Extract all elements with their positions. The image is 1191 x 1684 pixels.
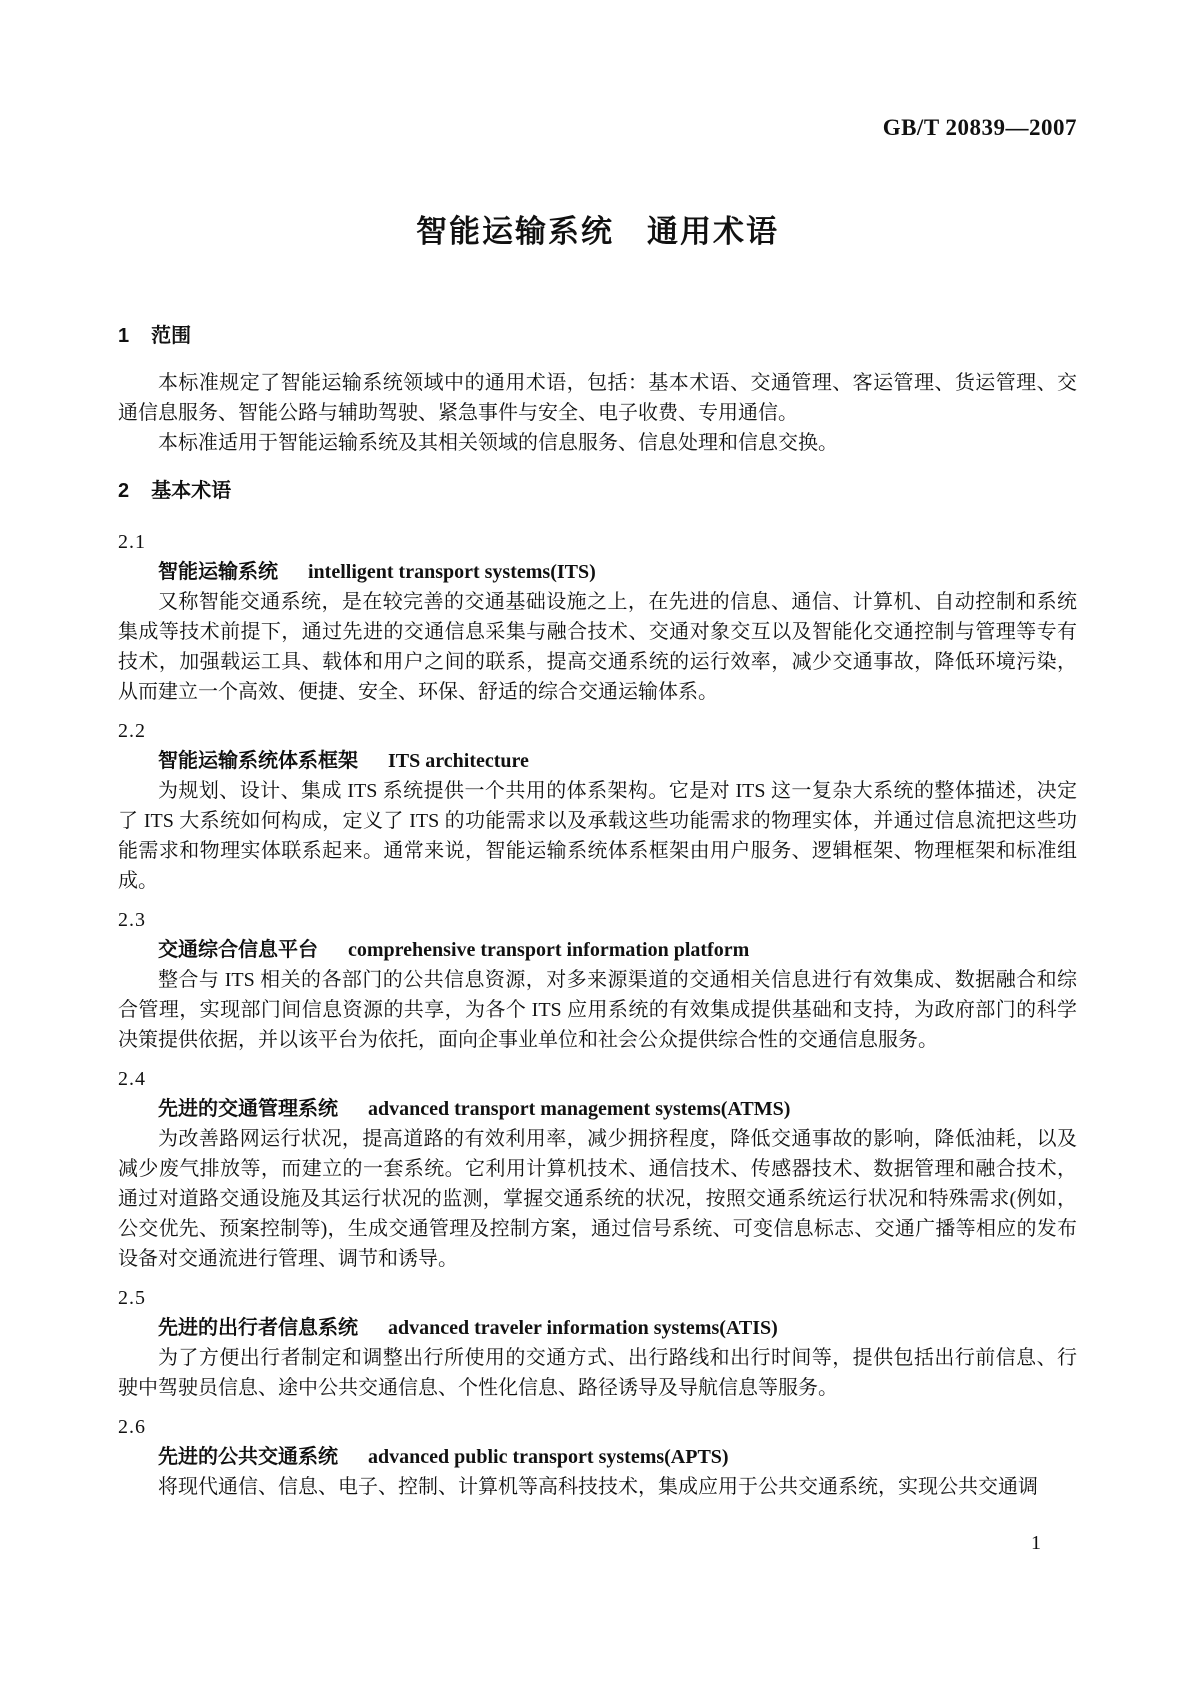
term-heading bbox=[118, 1094, 1077, 1124]
term-name-en: ITS architecture bbox=[388, 750, 529, 772]
term-block-2-1 bbox=[118, 527, 1077, 707]
term-block-2-3 bbox=[118, 905, 1077, 1055]
term-name-en: intelligent transport systems(ITS) bbox=[308, 561, 596, 583]
term-id: 2.5 bbox=[118, 1287, 146, 1309]
term-definition: 又称智能交通系统，是在较完善的交通基础设施之上，在先进的信息、通信、计算机、自动控制和系统集成等技术前提下，通过先进的交通信息采集与融合技术、交通对象交互以及智能化交通控制与管理等专有技术，加强载运工具、载体和用户之间的联系，提高交通系统的运行效率，减少交通事故，降低环境污染，从而建立一个高效、便捷、安全、环保、舒适的综合交通运输体系。 bbox=[118, 591, 1077, 703]
term-id: 2.2 bbox=[118, 720, 146, 742]
term-name-en: advanced transport management systems(ATMS) bbox=[368, 1098, 791, 1120]
term-heading bbox=[118, 1442, 1077, 1472]
term-definition: 为了方便出行者制定和调整出行所使用的交通方式、出行路线和出行时间等，提供包括出行前信息、行驶中驾驶员信息、途中公共交通信息、个性化信息、路径诱导及导航信息等服务。 bbox=[118, 1347, 1077, 1399]
term-definition: 为规划、设计、集成 ITS 系统提供一个共用的体系架构。它是对 ITS 这一复杂大系统的整体描述，决定了 ITS 大系统如何构成，定义了 ITS 的功能需求以及承载这些功能需求的物理实体，并通过信息流把这些功能需求和物理实体联系起来。通常来说，智能运输系统体系框架由用户服务、逻辑框架、物理框架和标准组成。 bbox=[118, 780, 1077, 892]
term-id: 2.1 bbox=[118, 531, 146, 553]
page-number: 1 bbox=[1031, 1532, 1041, 1554]
section-1-number: 1 bbox=[118, 325, 130, 347]
term-name-zh: 先进的出行者信息系统 bbox=[158, 1317, 358, 1339]
term-name-en: advanced public transport systems(APTS) bbox=[368, 1446, 729, 1468]
term-block-2-2 bbox=[118, 716, 1077, 896]
scope-paragraph-1: 本标准规定了智能运输系统领域中的通用术语，包括：基本术语、交通管理、客运管理、货运管理、交通信息服务、智能公路与辅助驾驶、紧急事件与安全、电子收费、专用通信。 bbox=[118, 372, 1077, 424]
term-id: 2.3 bbox=[118, 909, 146, 931]
section-2-number: 2 bbox=[118, 480, 130, 502]
term-heading bbox=[118, 746, 1077, 776]
scope-paragraph-2: 本标准适用于智能运输系统及其相关领域的信息服务、信息处理和信息交换。 bbox=[158, 432, 838, 454]
term-name-zh: 先进的交通管理系统 bbox=[158, 1098, 338, 1120]
document-title: 智能运输系统 通用术语 bbox=[416, 214, 779, 249]
term-block-2-5 bbox=[118, 1283, 1077, 1403]
term-block-2-6 bbox=[118, 1412, 1077, 1502]
section-1-heading bbox=[118, 321, 1077, 351]
term-name-zh: 交通综合信息平台 bbox=[158, 939, 318, 961]
term-name-en: comprehensive transport information platform bbox=[348, 939, 750, 961]
standard-code: GB/T 20839—2007 bbox=[882, 115, 1077, 140]
term-id: 2.4 bbox=[118, 1068, 146, 1090]
section-2-heading bbox=[118, 476, 1077, 506]
term-definition: 将现代通信、信息、电子、控制、计算机等高科技技术，集成应用于公共交通系统，实现公共交通调 bbox=[158, 1476, 1038, 1498]
term-definition: 整合与 ITS 相关的各部门的公共信息资源，对多来源渠道的交通相关信息进行有效集成、数据融合和综合管理，实现部门间信息资源的共享，为各个 ITS 应用系统的有效集成提供基础和支持，为政府部门的科学决策提供依据，并以该平台为依托，面向企事业单位和社会公众提供综合性的交通信息服务。 bbox=[118, 969, 1077, 1051]
term-heading bbox=[118, 557, 1077, 587]
term-definition: 为改善路网运行状况，提高道路的有效利用率，减少拥挤程度，降低交通事故的影响，降低油耗，以及减少废气排放等，而建立的一套系统。它利用计算机技术、通信技术、传感器技术、数据管理和融合技术，通过对道路交通设施及其运行状况的监测，掌握交通系统的状况，按照交通系统运行状况和特殊需求(例如，公交优先、预案控制等)，生成交通管理及控制方案，通过信号系统、可变信息标志、交通广播等相应的发布设备对交通流进行管理、调节和诱导。 bbox=[118, 1128, 1077, 1270]
term-id: 2.6 bbox=[118, 1416, 146, 1438]
section-2-title: 基本术语 bbox=[151, 480, 232, 502]
term-heading bbox=[118, 935, 1077, 965]
term-name-zh: 智能运输系统体系框架 bbox=[158, 750, 358, 772]
term-heading bbox=[118, 1313, 1077, 1343]
term-name-zh: 先进的公共交通系统 bbox=[158, 1446, 338, 1468]
section-1-title: 范围 bbox=[151, 325, 192, 347]
term-name-zh: 智能运输系统 bbox=[158, 561, 278, 583]
term-name-en: advanced traveler information systems(ATIS) bbox=[388, 1317, 778, 1339]
term-block-2-4 bbox=[118, 1064, 1077, 1274]
